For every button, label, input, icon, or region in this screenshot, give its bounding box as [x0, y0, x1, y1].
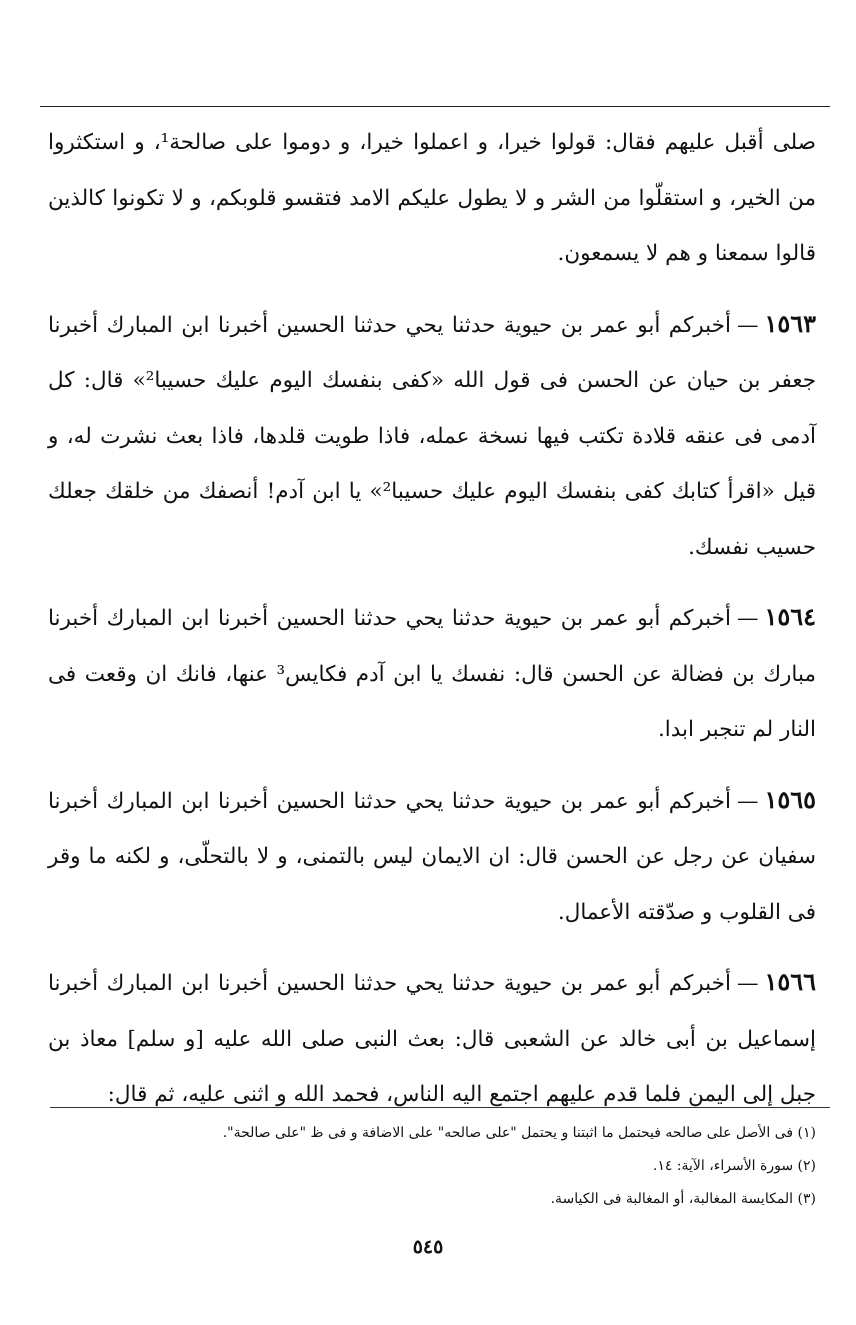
main-text: [48, 115, 816, 1137]
hadith-1565: [48, 772, 816, 941]
paragraph-text: أخبركم أبو عمر بن حيوية حدثنا يحي حدثنا الحسين أخبرنا ابن المبارك أخبرنا جعفر بن حيان عن الحسن فى قول الله «كفى بنفسك اليوم عليك حسيبا²» قال: كل آدمى فى عنقه قلادة تكتب فيها نسخة عمله، فاذا طويت قلدها، فاذا بعث نشرت له، و قيل «اقرأ كتابك كفى بنفسك اليوم عليك حسيبا²» يا ابن آدم! أنصفك من خلقك جعلك حسيب نفسك.: [48, 312, 816, 560]
page-number: ٥٤٥: [412, 1236, 444, 1258]
header-rule: [40, 106, 830, 107]
footnote-rule: [50, 1107, 830, 1108]
hadith-number: ١٥٦٥: [764, 784, 816, 814]
hadith-1566: [48, 954, 816, 1123]
footnote-2: (٢) سورة الأسراء، الآية: ١٤.: [652, 1158, 816, 1174]
footnote-1: (١) فى الأصل على صالحه فيحتمل ما اثبتنا و يحتمل "على صالحه" على الاضافة و فى ظ "على صالحة".: [222, 1125, 816, 1141]
hadith-dash: —: [736, 606, 759, 631]
hadith-dash: —: [736, 312, 759, 338]
paragraph-text: أخبركم أبو عمر بن حيوية حدثنا يحي حدثنا الحسين أخبرنا ابن المبارك أخبرنا مبارك بن فضالة عن الحسن قال: نفسك يا ابن آدم فكايس³ عنها، فانك ان وقعت فى النار لم تنجبر ابدا.: [48, 606, 816, 742]
footnotes: [48, 1117, 816, 1216]
hadith-number: ١٥٦٤: [764, 602, 816, 631]
hadith-1563: [48, 296, 816, 576]
hadith-number: ١٥٦٣: [764, 308, 816, 338]
paragraph-text: أخبركم أبو عمر بن حيوية حدثنا يحي حدثنا الحسين أخبرنا ابن المبارك أخبرنا سفيان عن رجل عن الحسن قال: ان الايمان ليس بالتمنى، و لا بالتحلّى، و لكنه ما وقر فى القلوب و صدّقته الأعمال.: [48, 788, 816, 925]
paragraph-text: صلى أقبل عليهم فقال: قولوا خيرا، و اعملوا خيرا، و دوموا على صالحة¹، و استكثروا من الخير، و استقلّوا من الشر و لا يطول عليكم الامد فتقسو قلوبكم، و لا تكونوا كالذين قالوا سمعنا و هم لا يسمعون.: [48, 130, 816, 266]
hadith-1564: [48, 589, 816, 758]
footnote-3: (٣) المكايسة المغالبة، أو المغالبة فى الكياسة.: [550, 1191, 816, 1207]
hadith-dash: —: [736, 971, 759, 996]
hadith-number: ١٥٦٦: [764, 967, 816, 996]
paragraph-text: أخبركم أبو عمر بن حيوية حدثنا يحي حدثنا الحسين أخبرنا ابن المبارك أخبرنا إسماعيل بن أبى خالد عن الشعبى قال: بعث النبى صلى الله عليه [و سلم] معاذ بن جبل إلى اليمن فلما قدم عليهم اجتمع اليه الناس، فحمد الله و اثنى عليه، ثم قال:: [48, 971, 816, 1107]
paragraph-continuation: [48, 115, 816, 282]
hadith-dash: —: [736, 788, 759, 814]
